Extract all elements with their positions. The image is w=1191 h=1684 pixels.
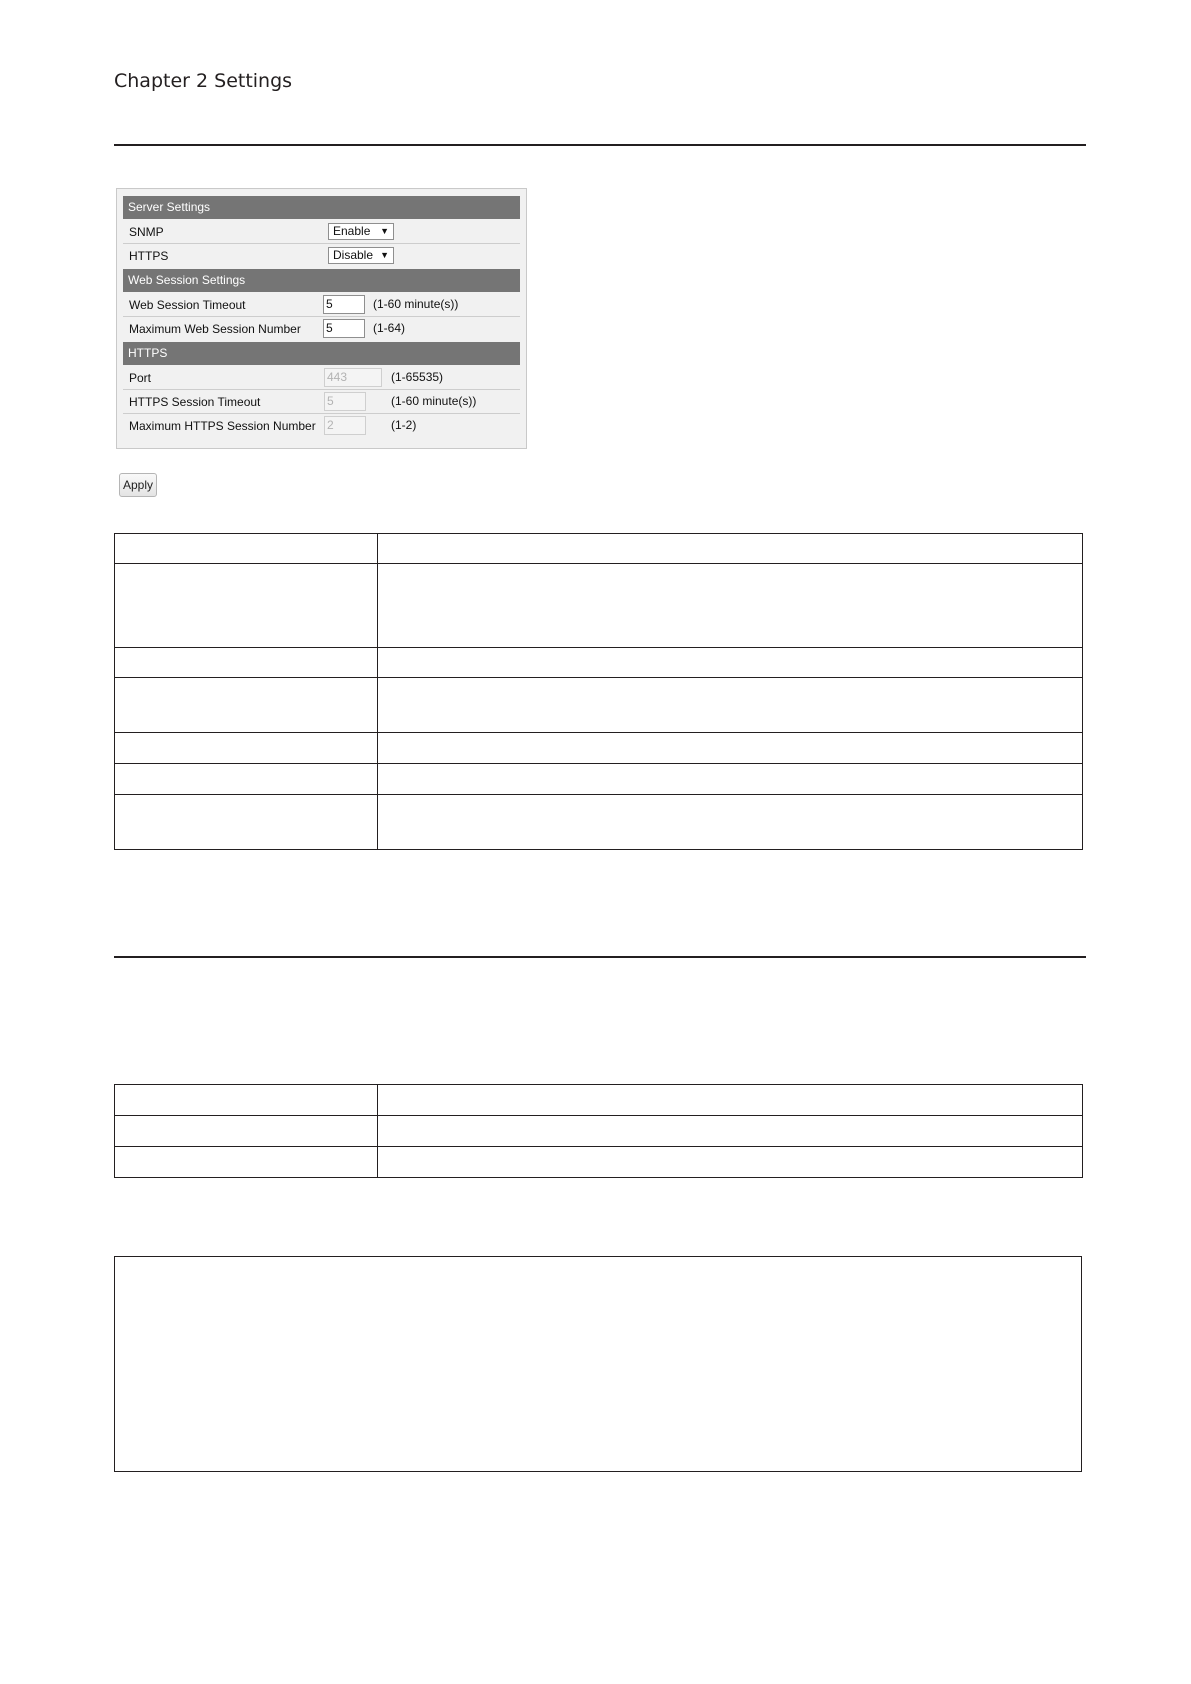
description-table-1 (114, 533, 1083, 850)
max-web-session-row (123, 317, 520, 341)
web-session-timeout-input[interactable]: 5 (323, 295, 365, 314)
snmp-row (123, 220, 520, 244)
https-port-input[interactable]: 443 (324, 368, 382, 387)
https-port-row (123, 366, 520, 390)
snmp-select[interactable] (328, 223, 394, 240)
settings-panel (116, 188, 527, 449)
table-row (115, 678, 1083, 733)
max-https-session-label: Maximum HTTPS Session Number (129, 419, 316, 433)
apply-button[interactable]: Apply (119, 473, 157, 497)
web-session-timeout-label: Web Session Timeout (129, 298, 246, 312)
web-session-timeout-row (123, 293, 520, 317)
https-label: HTTPS (129, 249, 169, 263)
triangle-down-icon: ▼ (380, 250, 389, 260)
max-https-session-range: (1-2) (391, 418, 417, 432)
table-row (115, 1147, 1083, 1178)
table-row (115, 1085, 1083, 1116)
https-port-range: (1-65535) (391, 370, 444, 384)
max-web-session-range: (1-64) (373, 321, 406, 335)
chapter-title: Chapter 2 Settings (114, 70, 293, 92)
https-row (123, 244, 520, 268)
web-session-timeout-range: (1-60 minute(s)) (373, 297, 459, 311)
description-table-2 (114, 1084, 1083, 1178)
https-port-label: Port (129, 371, 152, 385)
table-row (115, 564, 1083, 648)
table-row (115, 733, 1083, 764)
https-session-timeout-row (123, 390, 520, 414)
table-row (115, 795, 1083, 850)
https-select[interactable] (328, 247, 394, 264)
top-divider (114, 144, 1086, 146)
table-row (115, 648, 1083, 678)
table-row (115, 534, 1083, 564)
https-session-timeout-range: (1-60 minute(s)) (391, 394, 477, 408)
max-https-session-input[interactable]: 2 (324, 416, 366, 435)
triangle-down-icon: ▼ (380, 226, 389, 236)
max-web-session-input[interactable]: 5 (323, 319, 365, 338)
https-select-value: Disable (333, 248, 374, 262)
max-web-session-label: Maximum Web Session Number (129, 322, 301, 336)
https-section-header: HTTPS (123, 342, 520, 365)
section-divider (114, 956, 1086, 958)
snmp-select-value: Enable (333, 224, 371, 238)
table-row (115, 764, 1083, 795)
snmp-label: SNMP (129, 225, 164, 239)
https-session-timeout-input[interactable]: 5 (324, 392, 366, 411)
note-box (114, 1256, 1082, 1472)
max-https-session-row (123, 414, 520, 438)
table-row (115, 1116, 1083, 1147)
https-session-timeout-label: HTTPS Session Timeout (129, 395, 261, 409)
server-settings-header: Server Settings (123, 196, 520, 219)
web-session-settings-header: Web Session Settings (123, 269, 520, 292)
